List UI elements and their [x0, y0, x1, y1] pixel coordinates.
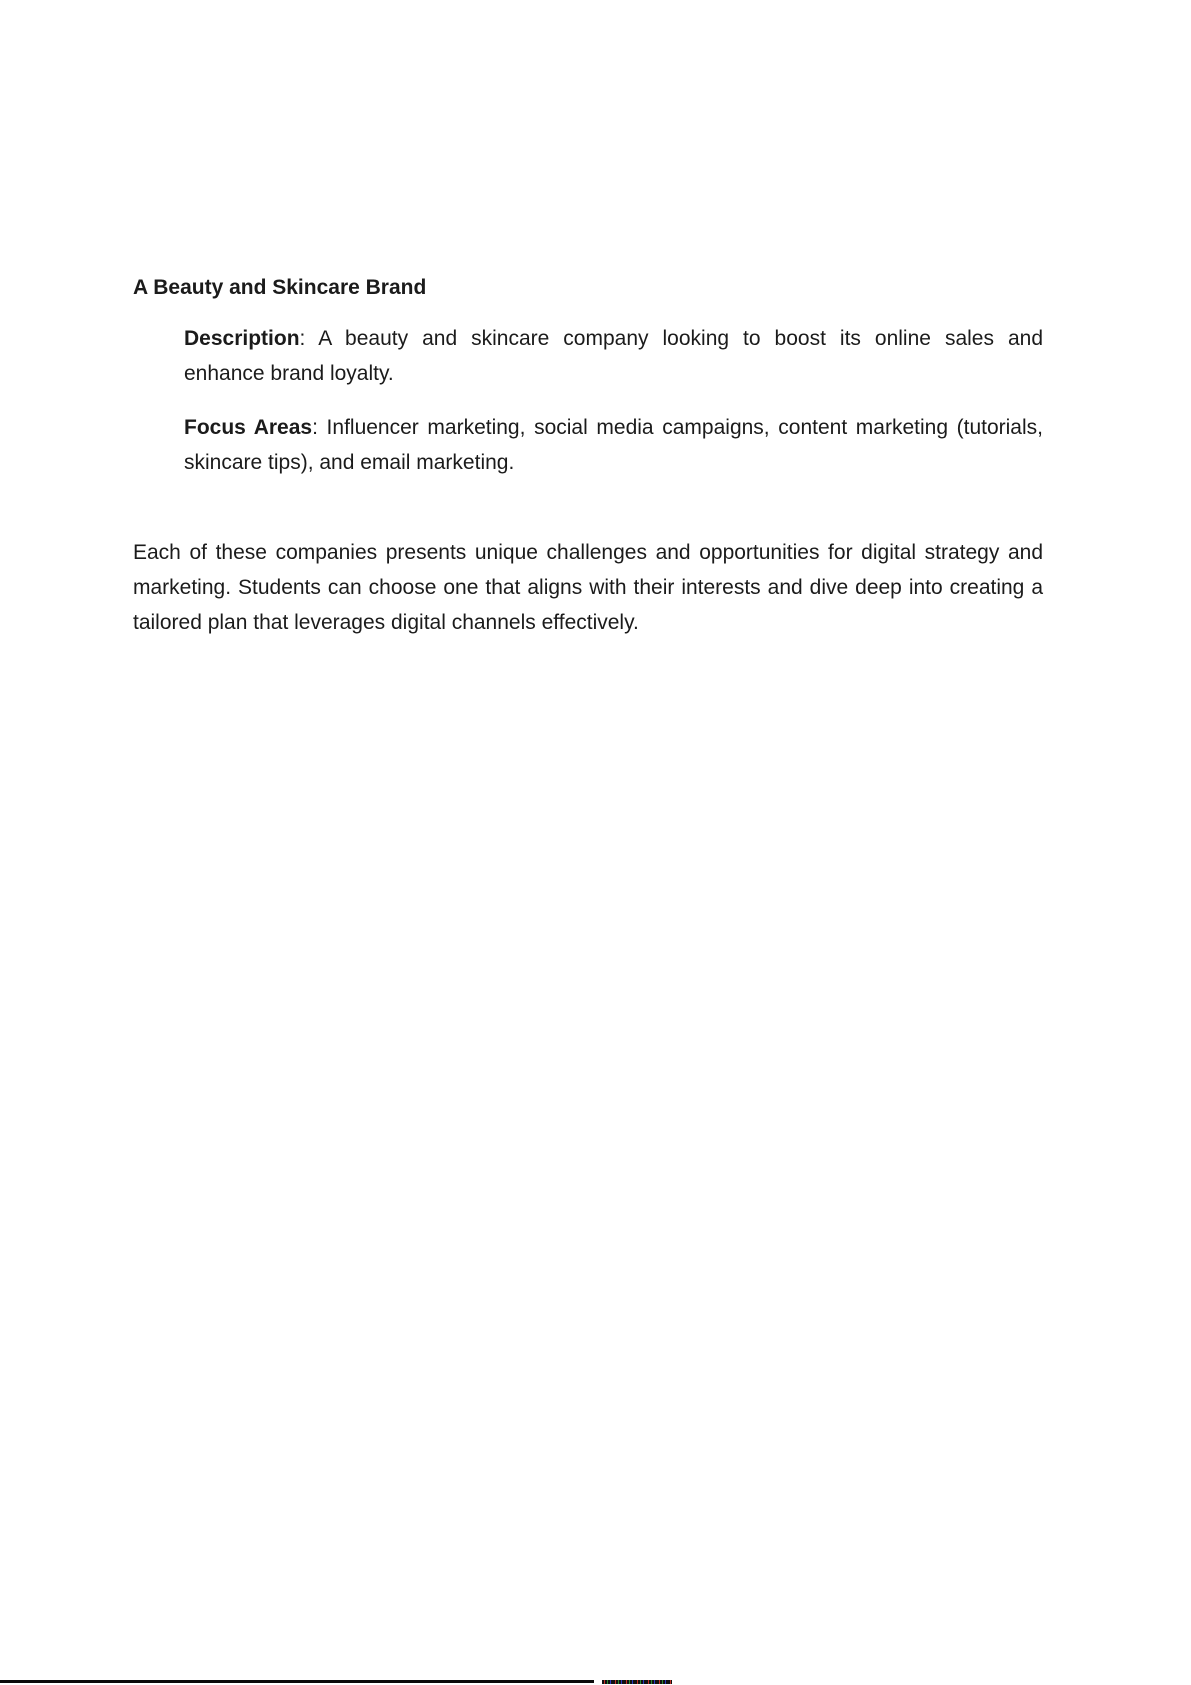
description-lead-label: Description — [184, 327, 300, 350]
focus-areas-lead-label: Focus Areas — [184, 416, 313, 439]
page-bottom-edge-line — [0, 1680, 594, 1683]
focus-areas-line-2: skincare tips), and email marketing. — [184, 451, 515, 474]
focus-areas-line-1 — [184, 410, 1043, 445]
description-line-1 — [184, 321, 1043, 356]
description-paragraph — [184, 321, 1043, 391]
description-line-1-text: : A beauty and skincare company looking to boost its online sales and — [299, 327, 1043, 350]
closing-paragraph — [133, 535, 1043, 640]
section-heading: A Beauty and Skincare Brand — [133, 276, 427, 299]
focus-areas-line-1-text: : Influencer marketing, social media campaigns, content marketing (tutorials, — [312, 416, 1043, 439]
focus-areas-paragraph — [184, 410, 1043, 480]
closing-line-2: marketing. Students can choose one that aligns with their interests and dive deep into creating a — [133, 576, 1043, 599]
description-line-2: enhance brand loyalty. — [184, 362, 394, 385]
closing-line-1: Each of these companies presents unique challenges and opportunities for digital strategy and — [133, 541, 1043, 564]
page-bottom-speckle-strip — [602, 1680, 672, 1684]
closing-line-3: tailored plan that leverages digital channels effectively. — [133, 611, 639, 634]
